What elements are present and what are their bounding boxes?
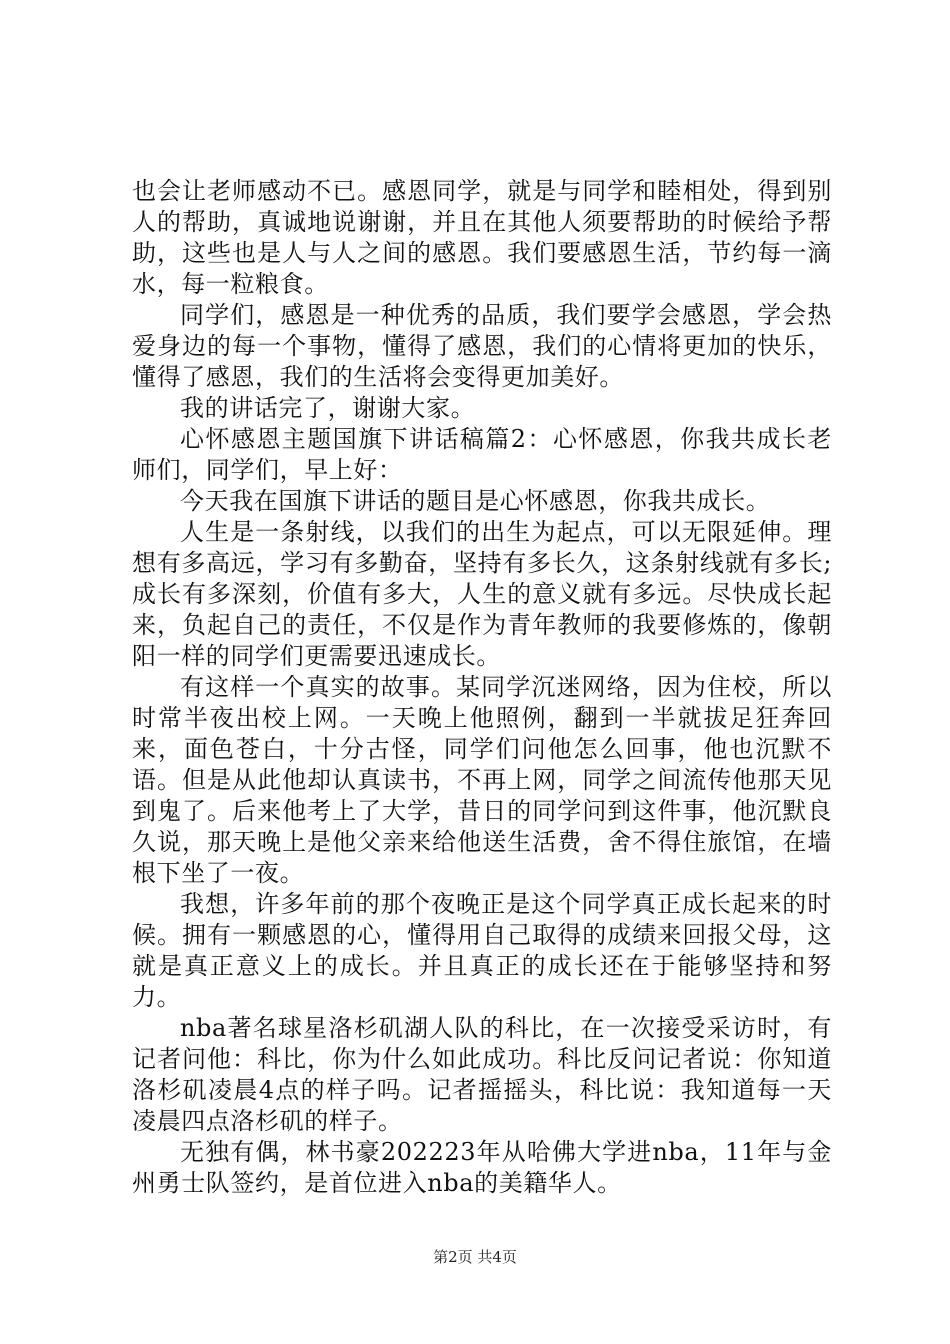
paragraph: 我的讲话完了，谢谢大家。 <box>180 394 476 422</box>
document-body <box>132 176 832 1199</box>
paragraph-continuation: 也会让老师感动不已。感恩同学，就是与同学和睦相处，得到别人的帮助，真诚地说谢谢，并且在其他人须要帮助的时候给予帮助，这些也是人与人之间的感恩。我们要感恩生活，节约每一滴水，每一粒粮食。 <box>132 177 832 298</box>
paragraph: 有这样一个真实的故事。某同学沉迷网络，因为住校，所以时常半夜出校上网。一天晚上他照例，翻到一半就拔足狂奔回来，面色苍白，十分古怪，同学们问他怎么回事，他也沉默不语。但是从此他却认真读书，不再上网，同学之间流传他那天见到鬼了。后来他考上了大学，昔日的同学问到这件事，他沉默良久说，那天晚上是他父亲来给他送生活费，舍不得住旅馆，在墙根下坐了一夜。 <box>132 673 832 887</box>
paragraph: 无独有偶，林书豪202223年从哈佛大学进nba，11年与金州勇士队签约，是首位进入nba的美籍华人。 <box>132 1138 832 1197</box>
paragraph: 人生是一条射线，以我们的出生为起点，可以无限延伸。理想有多高远，学习有多勤奋，坚持有多长久，这条射线就有多长;成长有多深刻，价值有多大，人生的意义就有多远。尽快成长起来，负起自己的责任，不仅是作为青年教师的我要修炼的，像朝阳一样的同学们更需要迅速成长。 <box>132 518 832 670</box>
page-footer: 第2页 共4页 <box>433 1248 517 1266</box>
paragraph: 心怀感恩主题国旗下讲话稿篇2：心怀感恩，你我共成长老师们，同学们，早上好： <box>132 425 832 484</box>
paragraph: nba著名球星洛杉矶湖人队的科比，在一次接受采访时，有记者问他：科比，你为什么如此成功。科比反问记者说：你知道洛杉矶凌晨4点的样子吗。记者摇摇头，科比说：我知道每一天凌晨四点洛杉矶的样子。 <box>132 1014 832 1135</box>
paragraph: 同学们，感恩是一种优秀的品质，我们要学会感恩，学会热爱身边的每一个事物，懂得了感恩，我们的心情将更加的快乐，懂得了感恩，我们的生活将会变得更加美好。 <box>132 301 832 391</box>
paragraph: 我想，许多年前的那个夜晚正是这个同学真正成长起来的时候。拥有一颗感恩的心，懂得用自己取得的成绩来回报父母，这就是真正意义上的成长。并且真正的成长还在于能够坚持和努力。 <box>132 890 832 1011</box>
paragraph: 今天我在国旗下讲话的题目是心怀感恩，你我共成长。 <box>180 487 771 515</box>
